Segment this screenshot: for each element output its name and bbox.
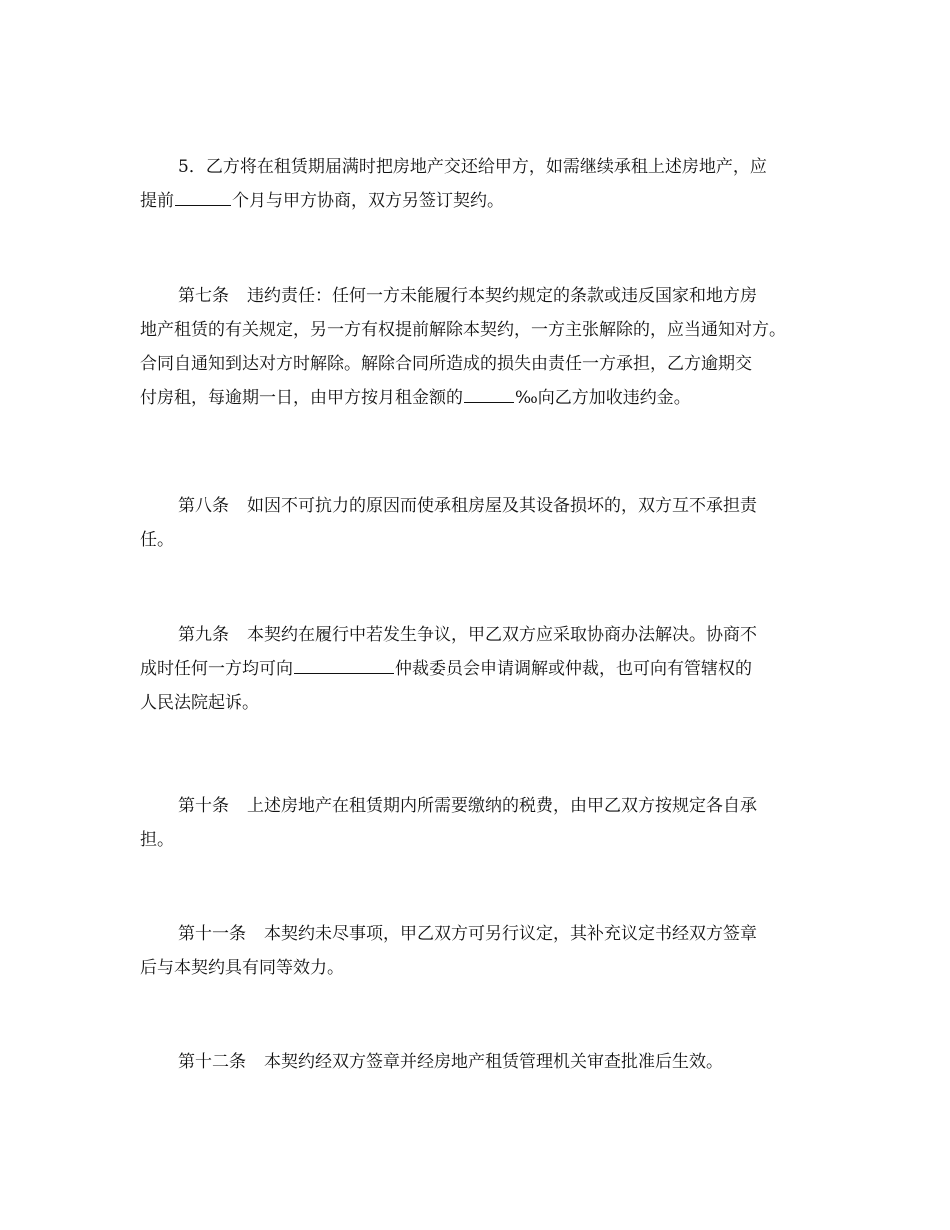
article-11-heading: 第十一条: [178, 924, 246, 944]
article-7-line4-pre: 付房租，每逾期一日，由甲方按月租金额的: [140, 388, 463, 408]
article-7-line4-post: ‰向乙方加收违约金。: [515, 388, 691, 408]
article-10-line2: 担。: [140, 830, 174, 850]
article-9: [140, 618, 830, 720]
article-8-line2: 任。: [140, 530, 174, 550]
article-10-heading: 第十条: [178, 796, 229, 816]
clause-5-line2-post: 个月与甲方协商，双方另签订契约。: [232, 191, 504, 211]
article-7-line2: 地产租赁的有关规定，另一方有权提前解除本契约，一方主张解除的，应当通知对方。: [140, 320, 786, 340]
article-9-line1: 本契约在履行中若发生争议，甲乙双方应采取协商办法解决。协商不: [247, 625, 757, 645]
clause-5-line1: 5．乙方将在租赁期届满时把房地产交还给甲方，如需继续承租上述房地产，应: [178, 157, 767, 177]
article-8-line1: 如因不可抗力的原因而使承租房屋及其设备损坏的，双方互不承担责: [247, 496, 757, 516]
article-7-line3: 合同自通知到达对方时解除。解除合同所造成的损失由责任一方承担，乙方逾期交: [140, 354, 752, 374]
article-11: [140, 917, 830, 985]
blank-arbitration-field[interactable]: [294, 655, 394, 674]
blank-months-field[interactable]: [175, 187, 231, 206]
article-12: [140, 1045, 830, 1079]
article-9-line2-pre: 成时任何一方均可向: [140, 659, 293, 679]
article-8: [140, 489, 830, 557]
article-9-line2-post: 仲裁委员会申请调解或仲裁，也可向有管辖权的: [395, 659, 752, 679]
article-12-heading: 第十二条: [178, 1052, 246, 1072]
article-11-line1: 本契约未尽事项，甲乙双方可另行议定，其补充议定书经双方签章: [264, 924, 757, 944]
article-9-line3: 人民法院起诉。: [140, 693, 259, 713]
article-10-line1: 上述房地产在租赁期内所需要缴纳的税费，由甲乙双方按规定各自承: [247, 796, 757, 816]
article-7-heading: 第七条: [178, 286, 229, 306]
blank-penalty-rate-field[interactable]: [464, 384, 514, 403]
article-12-line1: 本契约经双方签章并经房地产租赁管理机关审查批准后生效。: [264, 1052, 723, 1072]
article-7-line1: 违约责任：任何一方未能履行本契约规定的条款或违反国家和地方房: [247, 286, 757, 306]
article-11-line2: 后与本契约具有同等效力。: [140, 958, 344, 978]
clause-5-line2-pre: 提前: [140, 191, 174, 211]
article-10: [140, 789, 830, 857]
article-7: [140, 279, 830, 415]
article-9-heading: 第九条: [178, 625, 229, 645]
article-8-heading: 第八条: [178, 496, 229, 516]
clause-5: [140, 150, 830, 218]
